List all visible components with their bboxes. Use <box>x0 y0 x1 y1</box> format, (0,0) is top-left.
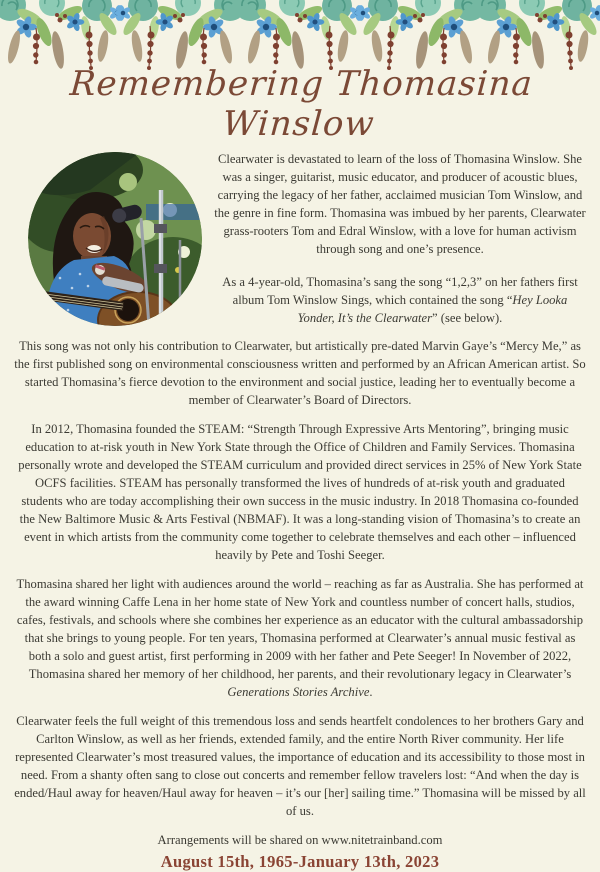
portrait-photo <box>28 152 202 326</box>
body-paragraph-2: In 2012, Thomasina founded the STEAM: “Strength Through Expressive Arts Mentoring”, bringing music education to at-risk youth in New York State through the Office of Children and Family Services. Thomasina personally wrote and developed the STEAM curriculum and provided direct services in 25% of New York State OCFS facilities. STEAM has personally transformed the lives of hundreds of at-risk youth and graduated students who are today accomplishing their own success in the music industry. In 2018 Thomasina co-founded the New Baltimore Music & Arts Festival (NBMAF). It was a long-standing vision of Thomasina’s to create an event in which artists from the community come together to celebrate themselves and each other – influenced heavily by Pete and Toshi Seeger. <box>18 422 582 562</box>
intro-text-column <box>214 150 586 327</box>
intro-paragraph-1: Clearwater is devastated to learn of the loss of Thomasina Winslow. She was a singer, guitarist, music educator, and producer of acoustic blues, carrying the legacy of her father, acclaimed musician Tom Winslow, and the genre in fine form. Thomasina was imbued by her parents, Clearwater grass-rooters Tom and Edral Winslow, with a love for human activism through song and one’s presence. <box>214 152 586 256</box>
arrangements-note: Arrangements will be shared on www.nitetrainband.com <box>157 833 443 847</box>
body-paragraph-1: This song was not only his contribution to Clearwater, but artistically pre-dated Marvin Gaye’s “Mercy Me,” as the first published song on environmental consciousness written and performed by an African American artist. So started Thomasina’s fierce devotion to the environment and social justice, leading her to eventually become a member of Clearwater’s Board of Directors. <box>14 339 586 407</box>
page-title: Remembering Thomasina Winslow <box>68 64 535 144</box>
article-body <box>14 337 586 820</box>
body-paragraph-3: Thomasina shared her light with audiences around the world – reaching as far as Australia. She has performed at the award winning Caffe Lena in her home state of New York and countless number of concert halls, studios, cafes, festivals, and schools where she combines her experience as an educator with the cultural ambassadorship that she brings to young people. For ten years, Thomasina performed at Clearwater’s annual music festival as both a solo and guest artist, first performing in 2009 with her father and Pete Seeger! In November of 2022, Thomasina shared her memory of her childhood, her parents, and their revolutionary legacy in Clearwater’s Generations Stories Archive. <box>16 577 584 699</box>
floral-garland-decoration <box>0 0 600 74</box>
intro-section <box>28 150 586 327</box>
lifespan-dates: August 15th, 1965-January 13th, 2023 <box>160 852 440 871</box>
intro-paragraph-2: As a 4-year-old, Thomasina’s sang the song “1,2,3” on her fathers first album Tom Winslow Sings, which contained the song “Hey Looka Yonder, It’s the Clearwater” (see below). <box>222 275 578 325</box>
body-paragraph-4: Clearwater feels the full weight of this tremendous loss and sends heartfelt condolences to her brothers Gary and Carlton Winslow, as well as her friends, extended family, and the entire North River community. Her life represented Clearwater’s most treasured values, the importance of education and its accessibility to those most in need. From a shanty often sang to close out concerts and remember fellow travelers lost: “And when the day is ended/Haul away for heaven/Haul away for heaven – it’s our [her] sailing time.” Thomasina will be missed by all of us. <box>14 714 586 818</box>
footer <box>0 831 600 872</box>
portrait-photo-illustration <box>28 152 202 326</box>
